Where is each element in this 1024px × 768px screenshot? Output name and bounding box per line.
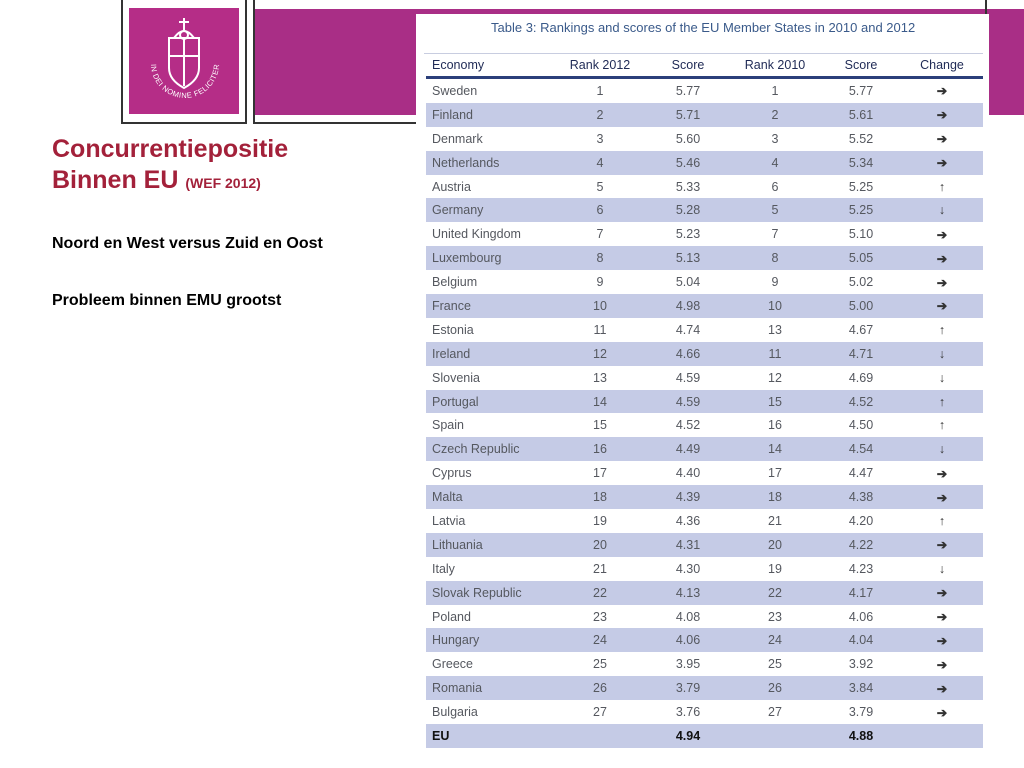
table-row: [426, 509, 983, 533]
table-row: [426, 222, 983, 246]
cell-score-2010: 4.38: [821, 485, 901, 509]
cell-rank-2010: 8: [729, 246, 821, 270]
cell-score-2010: 4.04: [821, 628, 901, 652]
title-main: Binnen EU: [52, 166, 179, 194]
table-row: [426, 103, 983, 127]
cell-score-2012: 4.31: [647, 533, 729, 557]
seal-icon: [129, 8, 239, 114]
table-row: [426, 198, 983, 222]
table-row: [426, 700, 983, 724]
cell-rank-2012: 11: [593, 322, 607, 337]
cell-economy: Germany: [426, 198, 553, 222]
cell-rank-2010: 11: [729, 342, 821, 366]
cell-rank-2010: 4: [729, 151, 821, 175]
cell-rank-2010: 14: [729, 437, 821, 461]
cell-score-2012: 4.98: [647, 294, 729, 318]
cell-score-2010: 5.10: [848, 227, 874, 242]
cell-economy: Romania: [426, 676, 553, 700]
cell-rank-2010: 20: [729, 533, 821, 557]
table-row: [426, 437, 983, 461]
cell-economy: EU: [426, 724, 553, 748]
cell-change: ➔: [936, 132, 948, 147]
cell-rank-2012: 22: [553, 581, 647, 605]
cell-change: ➔: [936, 275, 948, 290]
cell-rank-2010: 22: [729, 581, 821, 605]
cell-rank-2012: 21: [593, 561, 607, 576]
cell-score-2012: 5.23: [675, 227, 701, 242]
table-row: [426, 175, 983, 199]
header-score-2012: Score: [647, 54, 729, 78]
cell-score-2010: 4.20: [848, 513, 874, 528]
cell-score-2012: 4.36: [675, 513, 701, 528]
cell-economy: Slovenia: [432, 370, 480, 385]
cell-economy: Lithuania: [426, 533, 553, 557]
cell-rank-2012: 26: [553, 676, 647, 700]
cell-score-2010: 3.92: [848, 657, 874, 672]
cell-economy: Portugal: [426, 390, 553, 414]
cell-change: [901, 724, 983, 748]
rankings-table-panel: [416, 14, 989, 768]
cell-score-2010: 4.52: [821, 390, 901, 414]
cell-economy: Ireland: [426, 342, 553, 366]
cell-rank-2012: 3: [596, 131, 604, 146]
cell-score-2012: 4.08: [675, 609, 701, 624]
cell-rank-2012: 25: [593, 657, 607, 672]
table-row: [426, 246, 983, 270]
cell-rank-2012: 15: [593, 418, 607, 433]
cell-score-2012: 5.33: [675, 179, 701, 194]
cell-rank-2012: 13: [593, 370, 607, 385]
cell-rank-2010: 26: [729, 676, 821, 700]
cell-score-2010: 4.06: [848, 609, 874, 624]
cell-change: ↑: [938, 513, 946, 528]
cell-rank-2010: 3: [771, 131, 779, 146]
cell-score-2010: 4.22: [821, 533, 901, 557]
cell-rank-2012: 8: [553, 246, 647, 270]
cell-score-2010: 4.88: [821, 724, 901, 748]
header-divider: [253, 0, 255, 124]
cell-economy: Poland: [432, 609, 471, 624]
title-note: (WEF 2012): [185, 175, 261, 191]
cell-score-2012: 4.74: [675, 322, 701, 337]
cell-rank-2010: 19: [768, 561, 782, 576]
cell-rank-2012: 7: [596, 227, 604, 242]
cell-rank-2010: 16: [768, 418, 782, 433]
table-row: [426, 413, 983, 437]
cell-score-2010: 5.02: [848, 275, 874, 290]
table-row: [426, 78, 983, 103]
cell-rank-2012: 27: [593, 705, 607, 720]
cell-score-2012: 4.39: [647, 485, 729, 509]
cell-rank-2012: 20: [553, 533, 647, 557]
cell-score-2012: 4.40: [675, 466, 701, 481]
cell-rank-2012: 2: [553, 103, 647, 127]
cell-economy: Bulgaria: [432, 705, 478, 720]
table-row: [426, 676, 983, 700]
table-caption: Table 3: Rankings and scores of the EU Member States in 2010 and 2012: [491, 20, 916, 35]
cell-score-2010: 4.67: [848, 322, 874, 337]
bullet-2: Probleem binnen EMU grootst: [52, 292, 282, 309]
table-row: [426, 605, 983, 629]
cell-change: ➔: [936, 227, 948, 242]
table-row: [426, 390, 983, 414]
cell-score-2012: 4.66: [647, 342, 729, 366]
table-row: [426, 342, 983, 366]
cell-change: ↑: [901, 390, 983, 414]
cell-change: ➔: [901, 103, 983, 127]
cell-score-2010: 5.25: [848, 179, 874, 194]
cell-rank-2012: 17: [593, 466, 607, 481]
cell-rank-2010: 21: [768, 513, 782, 528]
cell-rank-2010: 24: [729, 628, 821, 652]
cell-rank-2010: 13: [768, 322, 782, 337]
cell-score-2010: 4.17: [821, 581, 901, 605]
cell-score-2010: 4.71: [821, 342, 901, 366]
bullet-1: Noord en West versus Zuid en Oost: [52, 235, 323, 252]
cell-score-2012: 5.28: [647, 198, 729, 222]
cell-rank-2010: 7: [771, 227, 779, 242]
cell-score-2012: 5.46: [647, 151, 729, 175]
cell-change: ↓: [938, 370, 946, 385]
cell-change: ↑: [938, 418, 946, 433]
cell-rank-2012: 4: [553, 151, 647, 175]
cell-economy: Austria: [432, 179, 471, 194]
cell-change: ➔: [901, 151, 983, 175]
cell-score-2010: 4.69: [848, 370, 874, 385]
cell-rank-2010: 10: [729, 294, 821, 318]
cell-change: ➔: [936, 705, 948, 720]
table-row: [426, 557, 983, 581]
cell-score-2010: 5.52: [848, 131, 874, 146]
cell-score-2012: 3.76: [675, 705, 701, 720]
cell-economy: Czech Republic: [426, 437, 553, 461]
cell-rank-2012: 18: [553, 485, 647, 509]
cell-score-2012: 5.13: [647, 246, 729, 270]
cell-rank-2010: 15: [729, 390, 821, 414]
cell-economy: Italy: [432, 561, 455, 576]
cell-rank-2012: 16: [553, 437, 647, 461]
cell-economy: Spain: [432, 418, 464, 433]
cell-score-2012: 5.71: [647, 103, 729, 127]
cell-score-2012: 4.49: [647, 437, 729, 461]
cell-rank-2010: 5: [729, 198, 821, 222]
cell-change: ➔: [936, 657, 948, 672]
title-line-1: Concurrentiepositie: [52, 135, 289, 163]
cell-score-2012: 4.30: [675, 561, 701, 576]
cell-score-2010: 5.25: [821, 198, 901, 222]
cell-economy: Denmark: [432, 131, 483, 146]
cell-rank-2012: 5: [596, 179, 604, 194]
university-logo: [129, 8, 239, 114]
cell-score-2010: 5.05: [821, 246, 901, 270]
table-row-eu-total: [426, 724, 983, 748]
title-line-2: [52, 165, 288, 199]
header-score-2010: Score: [821, 54, 901, 78]
logo-motto: IN DEI NOMINE FELICITER: [148, 63, 222, 101]
cell-economy: Slovak Republic: [426, 581, 553, 605]
cell-score-2012: 5.60: [675, 131, 701, 146]
cell-economy: Netherlands: [426, 151, 553, 175]
cell-change: ➔: [901, 485, 983, 509]
table-row: [426, 485, 983, 509]
cell-score-2010: 4.47: [848, 466, 874, 481]
cell-change: ➔: [936, 466, 948, 481]
cell-change: ➔: [901, 246, 983, 270]
cell-score-2012: 4.59: [675, 370, 701, 385]
cell-change: ↑: [938, 179, 946, 194]
cell-economy: United Kingdom: [432, 227, 521, 242]
cell-rank-2010: 27: [768, 705, 782, 720]
cell-rank-2010: 1: [771, 83, 779, 98]
cell-rank-2012: 10: [553, 294, 647, 318]
cell-rank-2010: 25: [768, 657, 782, 672]
cell-score-2012: 4.13: [647, 581, 729, 605]
cell-economy: Malta: [426, 485, 553, 509]
cell-economy: Hungary: [426, 628, 553, 652]
cell-change: ↓: [901, 342, 983, 366]
cell-economy: Estonia: [432, 322, 474, 337]
table-header-row: [426, 54, 983, 78]
cell-rank-2012: 19: [593, 513, 607, 528]
header-rank-2012: Rank 2012: [553, 54, 647, 78]
cell-rank-2010: 6: [771, 179, 779, 194]
cell-rank-2012: 24: [553, 628, 647, 652]
cell-change: ➔: [901, 294, 983, 318]
cell-rank-2010: 12: [768, 370, 782, 385]
cell-economy: Belgium: [432, 275, 478, 290]
cell-rank-2012: 6: [553, 198, 647, 222]
cell-economy: Finland: [426, 103, 553, 127]
table-row: [426, 628, 983, 652]
logo-frame: [121, 0, 247, 124]
table-row: [426, 127, 983, 151]
cell-rank-2012: [553, 724, 647, 748]
cell-change: ↑: [938, 322, 946, 337]
cell-rank-2010: 17: [768, 466, 782, 481]
cell-change: ↓: [901, 437, 983, 461]
rankings-table: [426, 54, 983, 748]
cell-economy: France: [426, 294, 553, 318]
table-row: [426, 461, 983, 485]
cell-rank-2010: 23: [768, 609, 782, 624]
cell-rank-2012: 9: [596, 275, 604, 290]
cell-score-2012: 3.79: [647, 676, 729, 700]
cell-change: ↓: [938, 561, 946, 576]
slide-title: [52, 134, 288, 199]
table-row: [426, 581, 983, 605]
cell-rank-2012: 23: [593, 609, 607, 624]
cell-rank-2012: 1: [596, 83, 604, 98]
cell-economy: Cyprus: [432, 466, 472, 481]
cell-score-2012: 5.77: [675, 83, 701, 98]
cell-score-2010: 5.34: [821, 151, 901, 175]
cell-score-2012: 4.52: [675, 418, 701, 433]
table-row: [426, 294, 983, 318]
cell-score-2010: 5.77: [848, 83, 874, 98]
cell-score-2010: 5.61: [821, 103, 901, 127]
cell-change: ➔: [936, 84, 948, 99]
table-row: [426, 652, 983, 676]
cell-rank-2010: 18: [729, 485, 821, 509]
cell-score-2010: 4.50: [848, 418, 874, 433]
table-row: [426, 270, 983, 294]
cell-rank-2012: 12: [553, 342, 647, 366]
cell-score-2012: 4.59: [647, 390, 729, 414]
cell-change: ➔: [901, 628, 983, 652]
cell-score-2012: 5.04: [675, 275, 701, 290]
cell-rank-2010: 9: [771, 275, 779, 290]
table-body: [426, 78, 983, 748]
cell-change: ➔: [901, 676, 983, 700]
table-row: [426, 151, 983, 175]
cell-economy: Luxembourg: [426, 246, 553, 270]
header-rank-2010: Rank 2010: [729, 54, 821, 78]
cell-change: ➔: [901, 533, 983, 557]
header-change: Change: [901, 54, 983, 78]
table-row: [426, 533, 983, 557]
cell-rank-2012: 14: [553, 390, 647, 414]
cell-score-2010: 4.23: [848, 561, 874, 576]
cell-change: ➔: [936, 610, 948, 625]
header-economy: Economy: [426, 54, 553, 78]
cell-score-2010: 5.00: [821, 294, 901, 318]
cell-change: ➔: [901, 581, 983, 605]
cell-rank-2010: 2: [729, 103, 821, 127]
cell-economy: Sweden: [432, 83, 478, 98]
cell-economy: Latvia: [432, 513, 466, 528]
cell-score-2012: 3.95: [675, 657, 701, 672]
cell-score-2010: 3.84: [821, 676, 901, 700]
table-row: [426, 366, 983, 390]
cell-score-2012: 4.06: [647, 628, 729, 652]
table-row: [426, 318, 983, 342]
cell-rank-2010: [729, 724, 821, 748]
cell-change: ↓: [901, 198, 983, 222]
cell-score-2010: 4.54: [821, 437, 901, 461]
cell-economy: Greece: [432, 657, 473, 672]
cell-score-2010: 3.79: [848, 705, 874, 720]
cell-score-2012: 4.94: [647, 724, 729, 748]
